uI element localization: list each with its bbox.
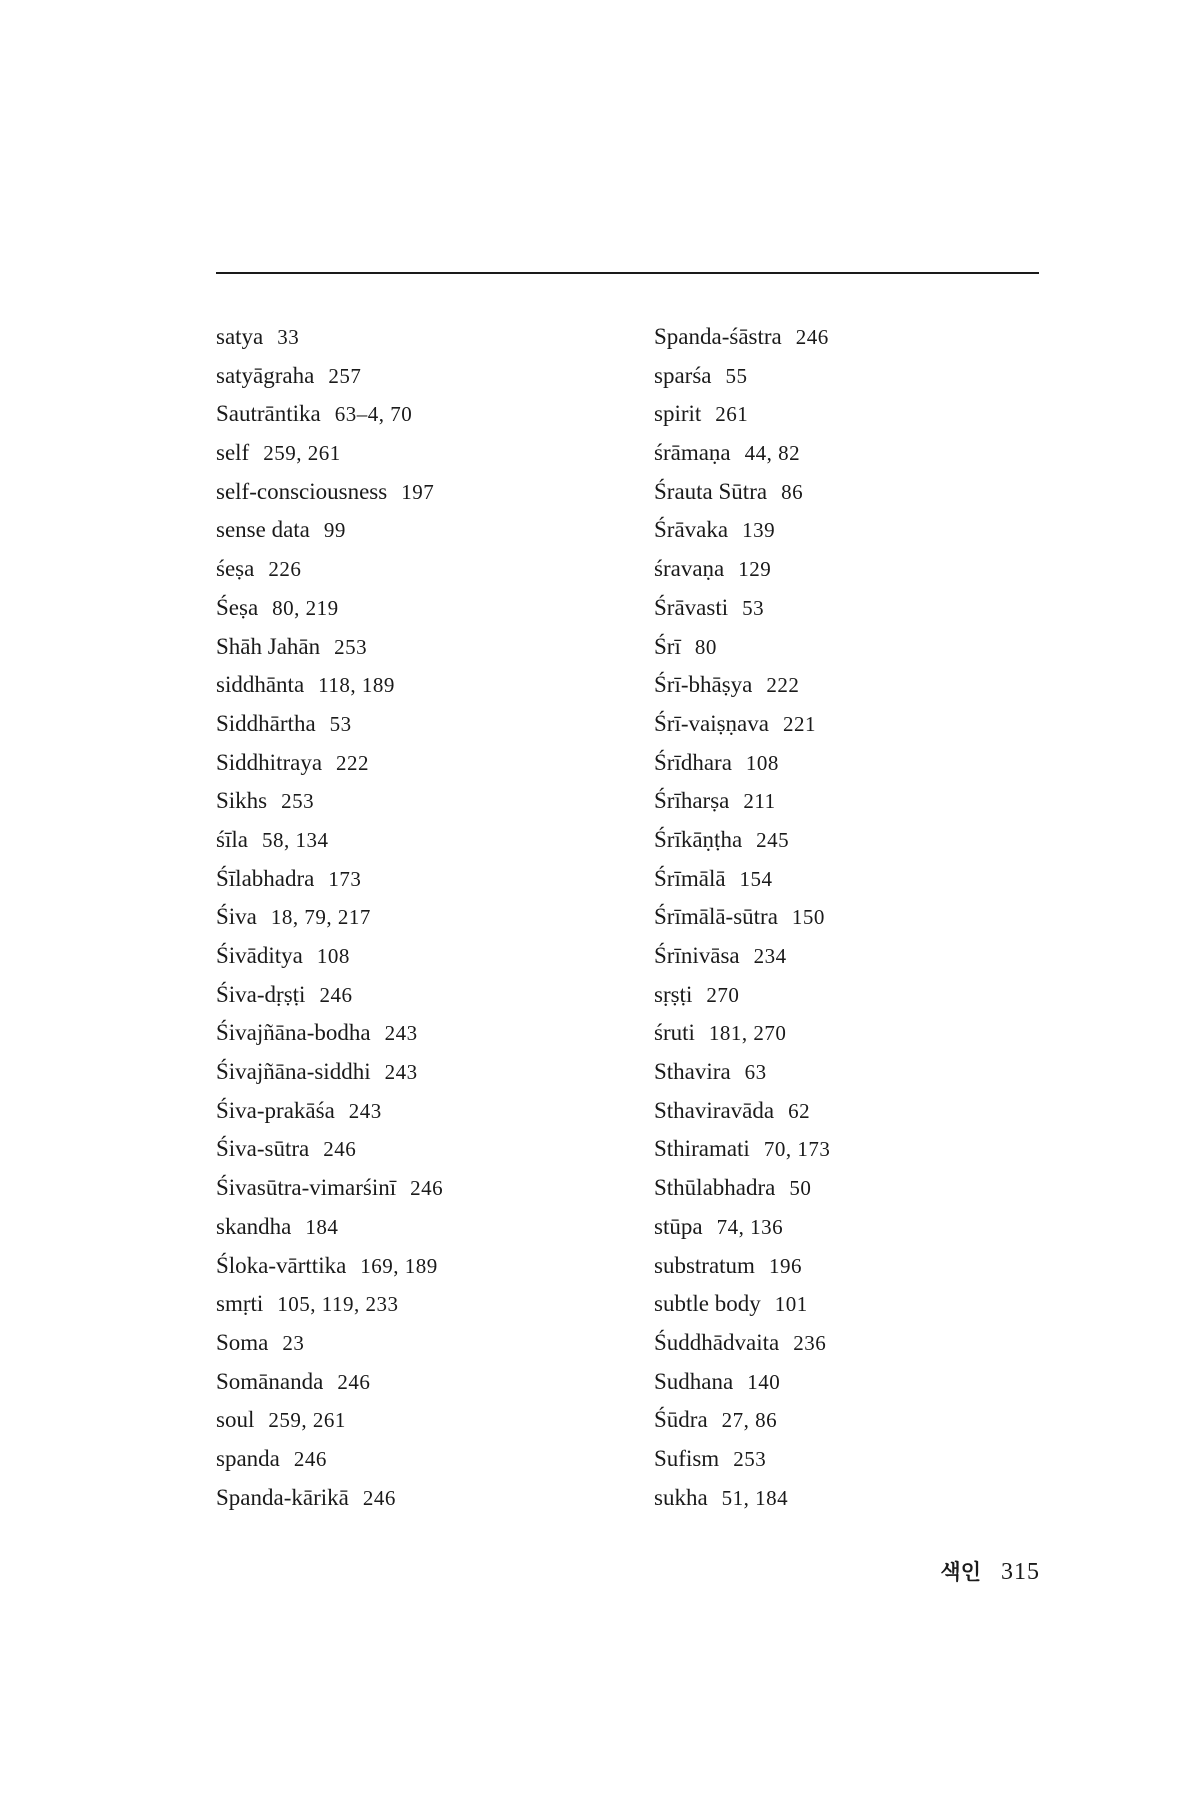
index-term: Sudhana <box>654 1368 734 1394</box>
index-term: Śivajñāna-siddhi <box>216 1059 371 1085</box>
index-page-refs: 173 <box>328 866 362 891</box>
index-entry <box>654 744 830 783</box>
index-page-refs: 253 <box>334 634 368 659</box>
index-page-refs: 253 <box>281 789 315 814</box>
index-page-refs: 246 <box>410 1176 444 1201</box>
index-term: Siddhārtha <box>216 710 316 736</box>
index-entry <box>654 434 830 473</box>
index-term: soul <box>216 1407 255 1433</box>
index-term: Siddhitraya <box>216 749 323 775</box>
index-term: Śiva-sūtra <box>216 1136 310 1162</box>
index-page-refs: 226 <box>268 557 302 582</box>
index-entry <box>216 628 443 667</box>
index-term: Śrauta Sūtra <box>654 478 768 504</box>
index-term: self <box>216 440 250 466</box>
index-entry <box>216 1130 443 1169</box>
index-term: Sufism <box>654 1445 720 1471</box>
index-page-refs: 80, 219 <box>272 595 339 620</box>
index-term: Śivāditya <box>216 943 303 968</box>
index-page-refs: 74, 136 <box>716 1214 784 1239</box>
index-page-refs: 243 <box>384 1021 418 1046</box>
index-page-refs: 33 <box>277 325 300 349</box>
index-term: sparśa <box>654 362 712 388</box>
index-page-refs: 246 <box>323 1137 357 1162</box>
index-page-refs: 154 <box>739 866 773 891</box>
index-entry <box>216 357 443 396</box>
index-term: Sthaviravāda <box>654 1097 775 1123</box>
index-entry <box>216 1247 443 1286</box>
index-term: siddhānta <box>216 672 305 698</box>
index-entry <box>216 395 443 434</box>
index-term: spanda <box>216 1445 280 1471</box>
index-entry <box>216 1363 443 1402</box>
index-term: Śrīkāṇṭha <box>654 826 743 852</box>
index-entry <box>216 511 443 550</box>
index-entry <box>216 434 443 473</box>
index-entry <box>654 1130 830 1169</box>
index-entry <box>216 1440 443 1479</box>
index-entry <box>654 1247 830 1286</box>
index-term: Śrīdhara <box>654 749 732 775</box>
index-page-refs: 18, 79, 217 <box>270 905 371 930</box>
index-entry <box>654 395 830 434</box>
index-term: self-consciousness <box>216 478 388 504</box>
index-term: Śrī-vaiṣṇava <box>654 710 769 736</box>
index-term: subtle body <box>654 1291 761 1317</box>
index-term: Sthūlabhadra <box>654 1175 776 1201</box>
index-term: Śeṣa <box>216 594 259 620</box>
index-page-refs: 257 <box>328 363 362 388</box>
index-page-refs: 53 <box>742 595 765 620</box>
index-term: Śuddhādvaita <box>654 1329 780 1355</box>
index-page-refs: 259, 261 <box>263 441 341 466</box>
index-term: Śrīnivāsa <box>654 943 740 968</box>
index-page-refs: 253 <box>733 1446 767 1471</box>
index-page-refs: 196 <box>768 1253 802 1278</box>
index-entry <box>654 821 830 860</box>
index-term: Śiva-dṛṣṭi <box>216 981 306 1007</box>
index-page-refs: 101 <box>774 1292 808 1317</box>
index-page-refs: 169, 189 <box>360 1253 438 1278</box>
index-term: spirit <box>654 401 702 427</box>
index-entry <box>654 1324 830 1363</box>
index-page-refs: 246 <box>337 1369 371 1394</box>
index-entry <box>654 1092 830 1131</box>
index-entry <box>216 1401 443 1440</box>
index-entry <box>654 976 830 1015</box>
index-entry <box>654 782 830 821</box>
index-term: Śrāvasti <box>654 594 729 620</box>
index-page-refs: 150 <box>791 905 825 930</box>
index-term: substratum <box>654 1252 755 1278</box>
index-page-refs: 63 <box>744 1060 767 1085</box>
index-term: śrāmaṇa <box>654 440 731 466</box>
index-page-refs: 86 <box>781 479 804 504</box>
index-term: Śrīmālā <box>654 865 726 891</box>
index-entry <box>654 473 830 512</box>
index-term: Śīlabhadra <box>216 865 315 891</box>
index-entry <box>216 705 443 744</box>
index-entry <box>216 1053 443 1092</box>
index-page-refs: 222 <box>766 673 800 698</box>
index-term: Sthiramati <box>654 1136 750 1162</box>
index-page-refs: 246 <box>795 325 829 349</box>
index-entry <box>216 1014 443 1053</box>
index-page-refs: 245 <box>756 827 790 852</box>
index-entry <box>216 1285 443 1324</box>
index-page-refs: 51, 184 <box>721 1485 789 1510</box>
index-page-refs: 55 <box>725 363 748 388</box>
index-entry <box>654 318 830 357</box>
index-page-refs: 129 <box>738 557 772 582</box>
index-term: sukha <box>654 1484 708 1510</box>
index-term: Śrīmālā-sūtra <box>654 904 778 930</box>
index-page-refs: 99 <box>323 518 346 543</box>
index-page-refs: 139 <box>742 518 776 543</box>
index-term: Shāh Jahān <box>216 633 321 659</box>
index-entry <box>216 976 443 1015</box>
index-page-refs: 53 <box>329 711 352 736</box>
index-page-refs: 58, 134 <box>261 827 329 852</box>
index-term: Śivasūtra-vimarśinī <box>216 1175 397 1201</box>
index-page-refs: 243 <box>348 1098 382 1123</box>
index-entry <box>216 860 443 899</box>
top-rule <box>216 272 1039 274</box>
index-term: Śrī-bhāṣya <box>654 672 753 698</box>
index-entry <box>216 318 443 357</box>
index-entry <box>654 1053 830 1092</box>
index-term: smṛti <box>216 1291 264 1317</box>
index-page-refs: 222 <box>336 750 370 775</box>
footer-label: 색인 <box>940 1560 981 1584</box>
index-entry <box>216 1092 443 1131</box>
index-entry <box>654 357 830 396</box>
index-term: sense data <box>216 517 310 543</box>
index-page-refs: 70, 173 <box>763 1137 831 1162</box>
index-term: Śiva <box>216 904 257 930</box>
index-entry <box>654 1169 830 1208</box>
index-term: sṛṣṭi <box>654 981 693 1007</box>
index-term: śīla <box>216 826 248 852</box>
index-entry <box>216 744 443 783</box>
index-term: Śrāvaka <box>654 517 729 543</box>
index-page-refs: 197 <box>401 479 435 504</box>
index-page-refs: 270 <box>706 982 740 1007</box>
index-entry <box>654 666 830 705</box>
index-page-refs: 246 <box>319 982 353 1007</box>
index-entry <box>216 1169 443 1208</box>
index-page-refs: 140 <box>747 1369 781 1394</box>
index-page-refs: 23 <box>282 1330 305 1355</box>
index-entry <box>654 898 830 937</box>
index-term: Sthavira <box>654 1059 731 1085</box>
index-term: Śloka-vārttika <box>216 1252 347 1278</box>
index-page-refs: 118, 189 <box>318 673 395 698</box>
index-entry <box>654 1363 830 1402</box>
index-page-refs: 108 <box>316 944 350 968</box>
index-term: Somānanda <box>216 1368 324 1394</box>
index-entry <box>654 628 830 667</box>
index-entry <box>216 1479 443 1518</box>
index-term: Spanda-kārikā <box>216 1484 349 1510</box>
index-page-refs: 108 <box>745 750 779 775</box>
index-page-refs: 105, 119, 233 <box>277 1292 399 1317</box>
index-page-refs: 27, 86 <box>721 1408 778 1433</box>
index-term: skandha <box>216 1213 292 1239</box>
index-page-refs: 80 <box>694 634 717 659</box>
index-page-refs: 50 <box>789 1176 812 1201</box>
index-entry <box>216 937 443 976</box>
index-term: Śivajñāna-bodha <box>216 1020 371 1046</box>
index-term: stūpa <box>654 1213 703 1239</box>
index-page-refs: 63–4, 70 <box>334 402 413 427</box>
index-term: śruti <box>654 1020 695 1046</box>
index-page-refs: 221 <box>782 711 816 736</box>
index-term: śravaṇa <box>654 556 725 582</box>
index-entry <box>654 589 830 628</box>
index-entry <box>654 1401 830 1440</box>
index-entry <box>654 705 830 744</box>
index-entry <box>654 1440 830 1479</box>
index-page-refs: 44, 82 <box>744 441 801 466</box>
index-page-refs: 211 <box>743 789 776 814</box>
index-entry <box>216 473 443 512</box>
index-page-refs: 246 <box>293 1446 327 1471</box>
index-entry <box>216 1208 443 1247</box>
index-entry <box>654 1479 830 1518</box>
index-column-right <box>654 318 830 1517</box>
index-term: Soma <box>216 1329 269 1355</box>
index-term: Śrī <box>654 633 681 659</box>
index-term: Śiva-prakāśa <box>216 1097 335 1123</box>
index-entry <box>216 898 443 937</box>
index-page-refs: 62 <box>788 1098 811 1123</box>
index-term: Sautrāntika <box>216 401 321 427</box>
index-term: satya <box>216 324 264 349</box>
page-footer <box>940 1556 1040 1586</box>
index-entry <box>654 860 830 899</box>
index-page-refs: 243 <box>384 1060 418 1085</box>
index-entry <box>654 511 830 550</box>
index-term: Śrīharṣa <box>654 788 730 814</box>
index-term: Śūdra <box>654 1407 708 1433</box>
index-entry <box>654 1014 830 1053</box>
index-page-refs: 261 <box>715 402 749 427</box>
index-entry <box>216 782 443 821</box>
index-entry <box>216 1324 443 1363</box>
page-number: 315 <box>1001 1559 1040 1585</box>
index-entry <box>216 550 443 589</box>
index-term: Sikhs <box>216 788 268 814</box>
index-entry <box>654 1208 830 1247</box>
index-page-refs: 181, 270 <box>708 1021 787 1046</box>
index-page-refs: 234 <box>753 944 787 968</box>
index-entry <box>216 821 443 860</box>
index-term: Spanda-śāstra <box>654 324 782 349</box>
index-page-refs: 236 <box>793 1330 827 1355</box>
index-page-refs: 184 <box>305 1214 339 1239</box>
index-term: satyāgraha <box>216 362 315 388</box>
index-entry <box>654 937 830 976</box>
index-entry <box>654 1285 830 1324</box>
index-column-left <box>216 318 443 1517</box>
index-term: śeṣa <box>216 556 255 582</box>
index-entry <box>654 550 830 589</box>
index-entry <box>216 589 443 628</box>
index-page-refs: 259, 261 <box>268 1408 346 1433</box>
index-entry <box>216 666 443 705</box>
index-page-refs: 246 <box>362 1485 396 1510</box>
